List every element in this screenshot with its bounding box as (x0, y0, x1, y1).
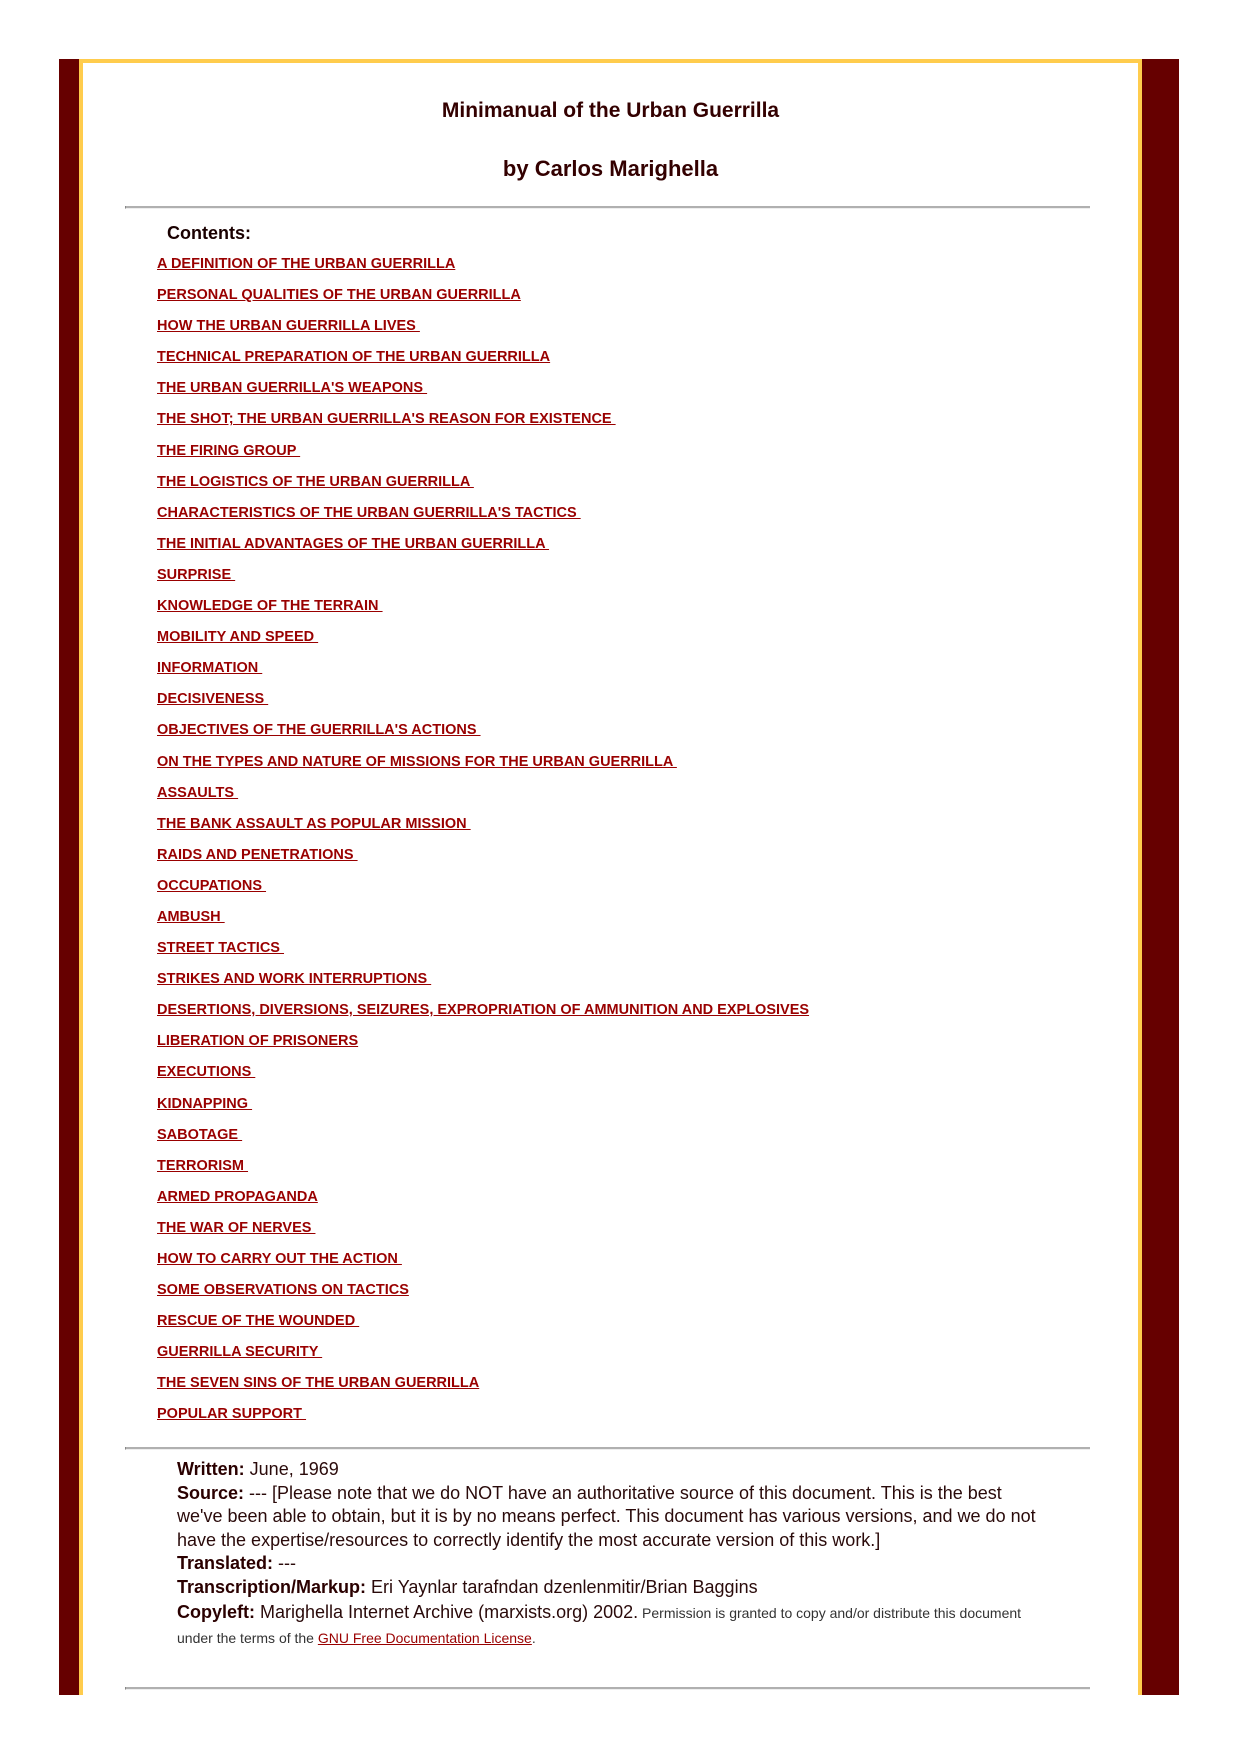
written-value: June, 1969 (244, 1459, 339, 1479)
source-line (177, 1482, 1037, 1553)
toc-item (157, 752, 809, 783)
toc-item (157, 1031, 809, 1062)
toc-item (157, 1218, 809, 1249)
toc-item (157, 1156, 809, 1187)
toc-link[interactable]: ARMED PROPAGANDA (157, 1188, 318, 1205)
toc-link[interactable]: MOBILITY AND SPEED (157, 629, 319, 646)
toc-link[interactable]: HOW TO CARRY OUT THE ACTION (157, 1251, 402, 1267)
toc-link[interactable]: GUERRILLA SECURITY (157, 1344, 323, 1361)
license-link[interactable]: GNU Free Documentation License (317, 1629, 532, 1646)
toc-item (157, 969, 809, 1000)
license-suffix: . (531, 1629, 536, 1646)
toc-item (157, 596, 809, 627)
toc-link[interactable]: OBJECTIVES OF THE GUERRILLA'S ACTIONS (157, 722, 481, 739)
document-info (177, 1458, 1037, 1650)
toc-link[interactable]: THE FIRING GROUP (157, 442, 301, 459)
toc-link[interactable]: KNOWLEDGE OF THE TERRAIN (157, 598, 383, 615)
toc-item (157, 347, 809, 378)
toc-item (157, 845, 809, 876)
toc-item (157, 1373, 809, 1404)
copyleft-label: Copyleft: (177, 1601, 255, 1622)
toc-link[interactable]: THE LOGISTICS OF THE URBAN GUERRILLA (157, 473, 474, 490)
toc-link[interactable]: THE INITIAL ADVANTAGES OF THE URBAN GUERRILLA (157, 535, 550, 552)
toc-link[interactable]: TERRORISM (157, 1157, 249, 1174)
toc-link[interactable]: SABOTAGE (157, 1126, 243, 1143)
toc-link[interactable]: A DEFINITION OF THE URBAN GUERRILLA (157, 256, 456, 272)
source-label: Source: (177, 1482, 245, 1503)
page-frame (59, 59, 1179, 1695)
toc-link[interactable]: LIBERATION OF PRISONERS (157, 1033, 359, 1050)
toc-link[interactable]: HOW THE URBAN GUERRILLA LIVES (157, 318, 420, 335)
toc-link[interactable]: TECHNICAL PREPARATION OF THE URBAN GUERRILLA (157, 349, 551, 366)
toc-item (157, 907, 809, 938)
toc-link[interactable]: DESERTIONS, DIVERSIONS, SEIZURES, EXPROPRIATION OF AMMUNITION AND EXPLOSIVES (157, 1002, 810, 1019)
toc-item (157, 720, 809, 751)
copyleft-value: Marighella Internet Archive (marxists.org) 2002. (255, 1601, 639, 1622)
toc-link[interactable]: OCCUPATIONS (157, 877, 267, 894)
toc-link[interactable]: STRIKES AND WORK INTERRUPTIONS (157, 971, 432, 988)
toc-item (157, 409, 809, 440)
toc-item (157, 783, 809, 814)
divider (125, 1687, 1090, 1690)
toc-item (157, 254, 809, 285)
divider (125, 206, 1090, 209)
toc-link[interactable]: RAIDS AND PENETRATIONS (157, 846, 358, 863)
transcription-label: Transcription/Markup: (177, 1576, 367, 1597)
toc-item (157, 441, 809, 472)
toc-link[interactable]: AMBUSH (157, 908, 225, 925)
translated-line (177, 1552, 1037, 1576)
toc-item (157, 1342, 809, 1373)
toc-item (157, 876, 809, 907)
toc-item (157, 534, 809, 565)
toc-link[interactable]: RESCUE OF THE WOUNDED (157, 1313, 360, 1330)
toc-link[interactable]: POPULAR SUPPORT (157, 1406, 307, 1423)
toc-link[interactable]: CHARACTERISTICS OF THE URBAN GUERRILLA'S TACTICS (157, 504, 581, 521)
toc-link[interactable]: EXECUTIONS (157, 1064, 256, 1081)
toc-item (157, 1125, 809, 1156)
toc-link[interactable]: DECISIVENESS (157, 691, 269, 708)
toc-item (157, 1404, 809, 1435)
toc-item (157, 1094, 809, 1125)
written-label: Written: (177, 1459, 245, 1479)
document-title: Minimanual of the Urban Guerrilla (441, 99, 780, 122)
toc-item (157, 1280, 809, 1311)
toc-item (157, 814, 809, 845)
toc-item (157, 1000, 809, 1031)
toc-link[interactable]: THE SEVEN SINS OF THE URBAN GUERRILLA (157, 1375, 480, 1392)
toc-link[interactable]: ON THE TYPES AND NATURE OF MISSIONS FOR THE URBAN GUERRILLA (157, 753, 677, 770)
transcription-line (177, 1576, 1037, 1600)
toc-item (157, 938, 809, 969)
divider (125, 1447, 1090, 1450)
source-value: --- [Please note that we do NOT have an authoritative source of this document. This is the best we've been able to obtain, but it is by no means perfect. This document has various versions, and we do not have the expertise/resources to correctly identify the most accurate version of this work.] (177, 1482, 1036, 1550)
toc-item (157, 1249, 809, 1280)
toc-link[interactable]: SOME OBSERVATIONS ON TACTICS (157, 1282, 409, 1299)
toc-item (157, 378, 809, 409)
translated-label: Translated: (177, 1553, 274, 1574)
toc-item (157, 1311, 809, 1342)
toc-link[interactable]: STREET TACTICS (157, 940, 285, 957)
written-line (177, 1458, 1037, 1482)
toc-item (157, 1062, 809, 1093)
copyleft-line (177, 1600, 1037, 1650)
transcription-value: Eri Yaynlar tarafndan dzenlenmitir/Brian Baggins (366, 1576, 758, 1597)
toc-item (157, 472, 809, 503)
page-content (79, 59, 1142, 1695)
toc-item (157, 658, 809, 689)
toc-item (157, 316, 809, 347)
toc-link[interactable]: PERSONAL QUALITIES OF THE URBAN GUERRILLA (157, 287, 521, 304)
toc-link[interactable]: THE URBAN GUERRILLA'S WEAPONS (157, 380, 428, 397)
toc-link[interactable]: KIDNAPPING (157, 1095, 253, 1112)
toc-link[interactable]: THE WAR OF NERVES (157, 1219, 316, 1236)
contents-heading: Contents: (167, 223, 251, 243)
toc-item (157, 503, 809, 534)
toc-item (157, 565, 809, 596)
toc-item (157, 1187, 809, 1218)
document-author: by Carlos Marighella (502, 156, 719, 181)
toc-link[interactable]: THE BANK ASSAULT AS POPULAR MISSION (157, 815, 471, 832)
toc-item (157, 689, 809, 720)
translated-value: --- (273, 1553, 297, 1574)
toc-item (157, 627, 809, 658)
toc-item (157, 285, 809, 316)
toc-link[interactable]: INFORMATION (157, 660, 263, 677)
toc-link[interactable]: ASSAULTS (157, 784, 239, 801)
permission-text: Permission is granted to copy and/or distribute this document under the terms of the (177, 1604, 1022, 1646)
toc-link[interactable]: THE SHOT; THE URBAN GUERRILLA'S REASON FOR EXISTENCE (157, 411, 616, 428)
toc-link[interactable]: SURPRISE (157, 566, 236, 583)
table-of-contents (157, 254, 809, 1436)
